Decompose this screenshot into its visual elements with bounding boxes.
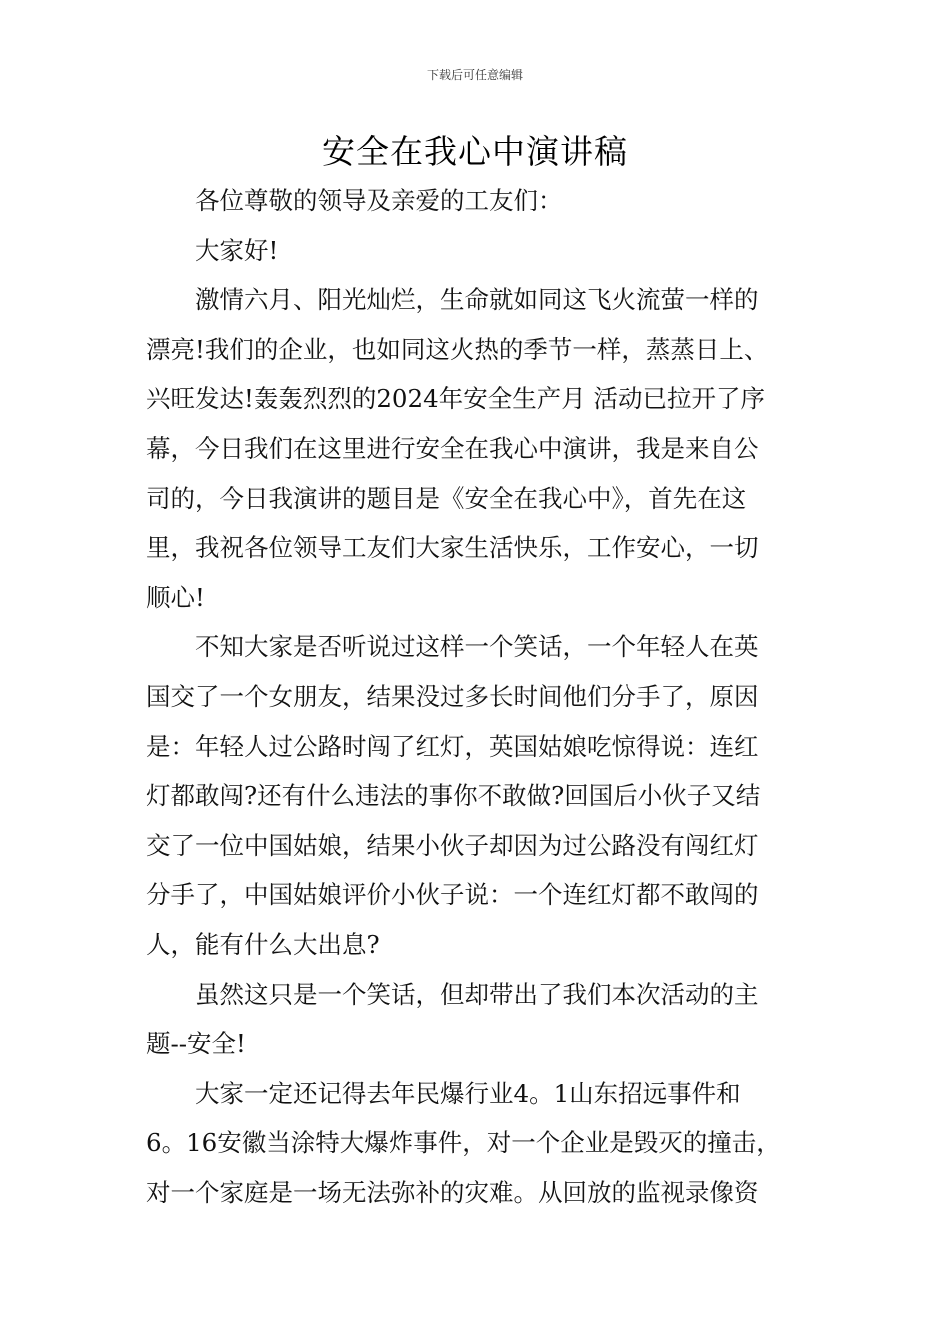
- text-line: 大家好!: [195, 235, 279, 265]
- text-line: 交了一位中国姑娘，结果小伙子却因为过公路没有闯红灯: [146, 830, 759, 860]
- body-paragraph-incidents: [146, 1069, 806, 1218]
- salutation-paragraph: [146, 176, 806, 226]
- document-body: [146, 176, 806, 1217]
- text-line: 对一个家庭是一场无法弥补的灾难。从回放的监视录像资: [146, 1177, 759, 1207]
- page-header-note: 下载后可任意编辑: [426, 68, 523, 82]
- text-line: 分手了，中国姑娘评价小伙子说：一个连红灯都不敢闯的: [146, 880, 759, 910]
- text-line: 不知大家是否听说过这样一个笑话，一个年轻人在英: [195, 632, 759, 662]
- text-line: 国交了一个女朋友，结果没过多长时间他们分手了，原因: [146, 681, 759, 711]
- text-line: 是：年轻人过公路时闯了红灯，英国姑娘吃惊得说：连红: [146, 731, 759, 761]
- text-line: 大家一定还记得去年民爆行业4。1山东招远事件和: [195, 1078, 741, 1108]
- text-line: 题--安全!: [146, 1029, 246, 1059]
- text-line: 激情六月、阳光灿烂，生命就如同这飞火流萤一样的: [195, 285, 759, 315]
- text-line: 兴旺发达!轰轰烈烈的2024年安全生产月 活动已拉开了序: [146, 384, 765, 414]
- text-line: 各位尊敬的领导及亲爱的工友们：: [195, 186, 563, 215]
- text-line: 灯都敢闯?还有什么违法的事你不敢做?回国后小伙子又结: [146, 781, 761, 811]
- text-line: 人，能有什么大出息?: [146, 929, 380, 959]
- text-line: 顺心!: [146, 582, 205, 612]
- text-line: 幕，今日我们在这里进行安全在我心中演讲，我是来自公: [146, 433, 759, 463]
- text-line: 虽然这只是一个笑话，但却带出了我们本次活动的主: [195, 979, 759, 1009]
- text-line: 漂亮!我们的企业，也如同这火热的季节一样，蒸蒸日上、: [146, 334, 769, 364]
- document-title: 安全在我心中演讲稿: [322, 132, 628, 171]
- body-paragraph-theme: [146, 970, 806, 1069]
- text-line: 司的，今日我演讲的题目是《安全在我心中》，首先在这: [146, 483, 747, 513]
- body-paragraph-intro: [146, 275, 806, 622]
- body-paragraph-joke: [146, 622, 806, 969]
- greeting-paragraph: [146, 226, 806, 276]
- text-line: 6。16安徽当涂特大爆炸事件，对一个企业是毁灭的撞击，: [146, 1128, 781, 1158]
- text-line: 里，我祝各位领导工友们大家生活快乐，工作安心，一切: [146, 533, 759, 563]
